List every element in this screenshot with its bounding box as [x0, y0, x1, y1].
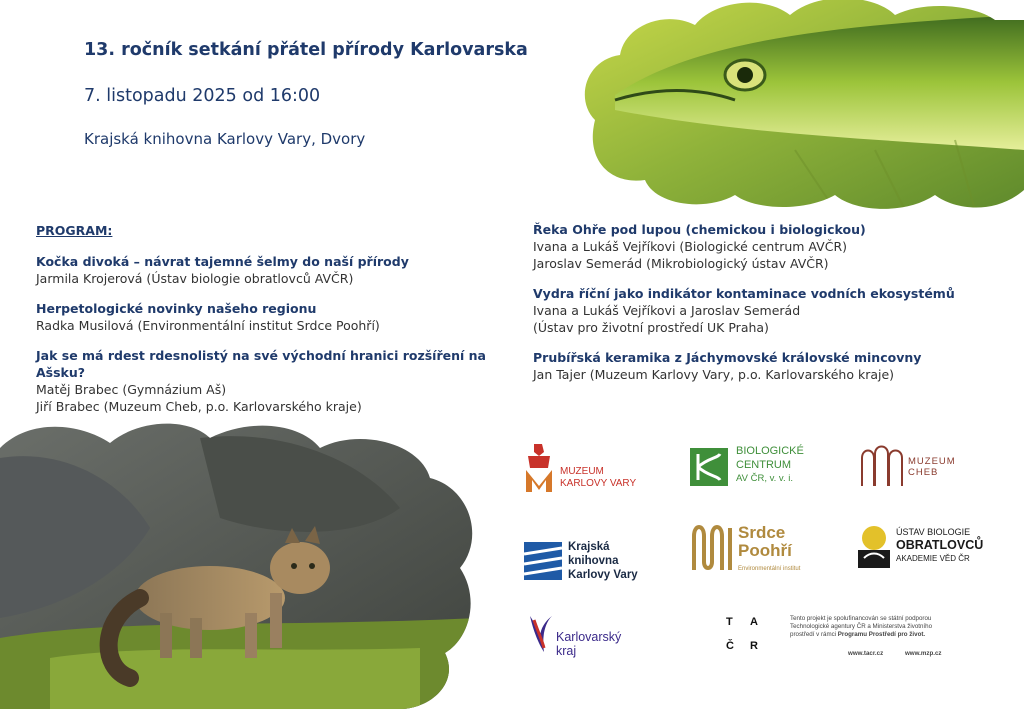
logo-text: CHEB [908, 467, 939, 478]
mzp-link[interactable]: www.mzp.cz [904, 650, 942, 657]
talk-speaker: Jaroslav Semerád (Mikrobiologický ústav AVČR) [533, 256, 829, 271]
logo-text: knihovna [568, 555, 619, 567]
talk-title: Herpetologické novinky našeho regionu [36, 301, 317, 316]
logo-text: kraj [556, 644, 577, 658]
talk-title: Vydra říční jako indikátor kontaminace vodních ekosystémů [533, 286, 955, 301]
logo-karlovarsky-kraj [528, 614, 638, 660]
logo-muzeum-karlovy-vary [522, 442, 642, 494]
talk-speaker: Ivana a Lukáš Vejříkovi (Biologické centrum AVČR) [533, 239, 848, 254]
tacr-note-line: Technologické agentury ČR a Ministerstva životního [790, 623, 933, 630]
tacr-link[interactable]: www.tacr.cz [848, 650, 884, 657]
logo-text: Poohří [738, 541, 792, 560]
logo-text: BIOLOGICKÉ [736, 445, 804, 457]
logo-text: Karlovarský [556, 630, 622, 644]
logo-text: Karlovy Vary [568, 569, 638, 581]
logo-tacr [724, 614, 974, 662]
logo-text: Krajská [568, 541, 610, 553]
program-item [533, 285, 1013, 336]
ubo-bird-icon [856, 524, 892, 568]
biocentrum-leaf-icon [690, 448, 728, 486]
talk-speaker: Jarmila Krojerová (Ústav biologie obratlovců AVČR) [36, 271, 354, 286]
tacr-letter: A [750, 616, 758, 628]
logo-text: ÚSTAV BIOLOGIE [896, 527, 971, 537]
logo-text: KARLOVY VARY [560, 478, 637, 489]
logo-text: MUZEUM [908, 456, 956, 467]
tacr-note-program: Programu Prostředí pro život. [837, 631, 926, 638]
talk-speaker: Ivana a Lukáš Vejříkovi a Jaroslav Semerád [533, 303, 801, 318]
event-title: 13. ročník setkání přátel přírody Karlovarska [84, 40, 528, 60]
program-heading: PROGRAM: [36, 223, 113, 238]
logo-biologicke-centrum [690, 444, 820, 490]
logo-text: AKADEMIE VĚD ČR [896, 554, 970, 563]
program-item [36, 300, 526, 334]
logo-text: MUZEUM [560, 466, 604, 477]
program-item [36, 347, 526, 415]
logo-muzeum-cheb [860, 444, 970, 488]
logo-text: AV ČR, v. v. i. [736, 473, 794, 484]
program-right-column [533, 221, 1013, 396]
tacr-letter: Č [726, 640, 734, 652]
program-item [36, 253, 526, 287]
logo-krajska-knihovna [524, 538, 654, 584]
tacr-letter: T [726, 616, 733, 628]
talk-title: Prubířská keramika z Jáchymovské královské mincovny [533, 350, 922, 365]
talk-speaker: Matěj Brabec (Gymnázium Aš) [36, 382, 227, 397]
event-venue: Krajská knihovna Karlovy Vary, Dvory [84, 130, 366, 148]
talk-title: Řeka Ohře pod lupou (chemickou i biologickou) [533, 222, 866, 237]
talk-speaker: (Ústav pro životní prostředí UK Praha) [533, 320, 769, 335]
tacr-note-line: Tento projekt je spolufinancován se státní podporou [790, 615, 932, 622]
logo-text: OBRATLOVCŮ [896, 538, 984, 552]
logo-text: Environmentální institut [738, 566, 801, 572]
talk-speaker: Radka Musilová (Environmentální institut Srdce Poohří) [36, 318, 380, 333]
kraj-swoosh-icon [528, 614, 554, 654]
talk-speaker: Jiří Brabec (Muzeum Cheb, p.o. Karlovarského kraje) [36, 399, 362, 414]
event-date: 7. listopadu 2025 od 16:00 [84, 86, 321, 106]
muzeum-kv-emblem-icon [522, 442, 556, 494]
pike-photo [575, 0, 1024, 210]
wildcat-photo [0, 418, 478, 709]
tacr-letter: R [750, 640, 758, 652]
logo-text: CENTRUM [736, 459, 791, 471]
muzeum-cheb-arches-icon [860, 444, 904, 486]
talk-title: Kočka divoká – návrat tajemné šelmy do naší přírody [36, 254, 409, 269]
tacr-note-line: prostředí v rámci [790, 631, 838, 638]
talk-speaker: Jan Tajer (Muzeum Karlovy Vary, p.o. Karlovarského kraje) [533, 367, 895, 382]
program-item [533, 349, 1013, 383]
program-left-column [36, 222, 526, 428]
program-item [533, 221, 1013, 272]
logo-text: Srdce [738, 523, 786, 542]
knihovna-book-icon [524, 542, 562, 580]
srdce-poohri-wave-icon [690, 522, 734, 572]
logo-ustav-biologie-obratlovcu [856, 524, 984, 572]
talk-title: Jak se má rdest rdesnolistý na své východní hranici rozšíření na Ašsku? [36, 348, 486, 380]
logo-srdce-poohri [690, 522, 820, 574]
